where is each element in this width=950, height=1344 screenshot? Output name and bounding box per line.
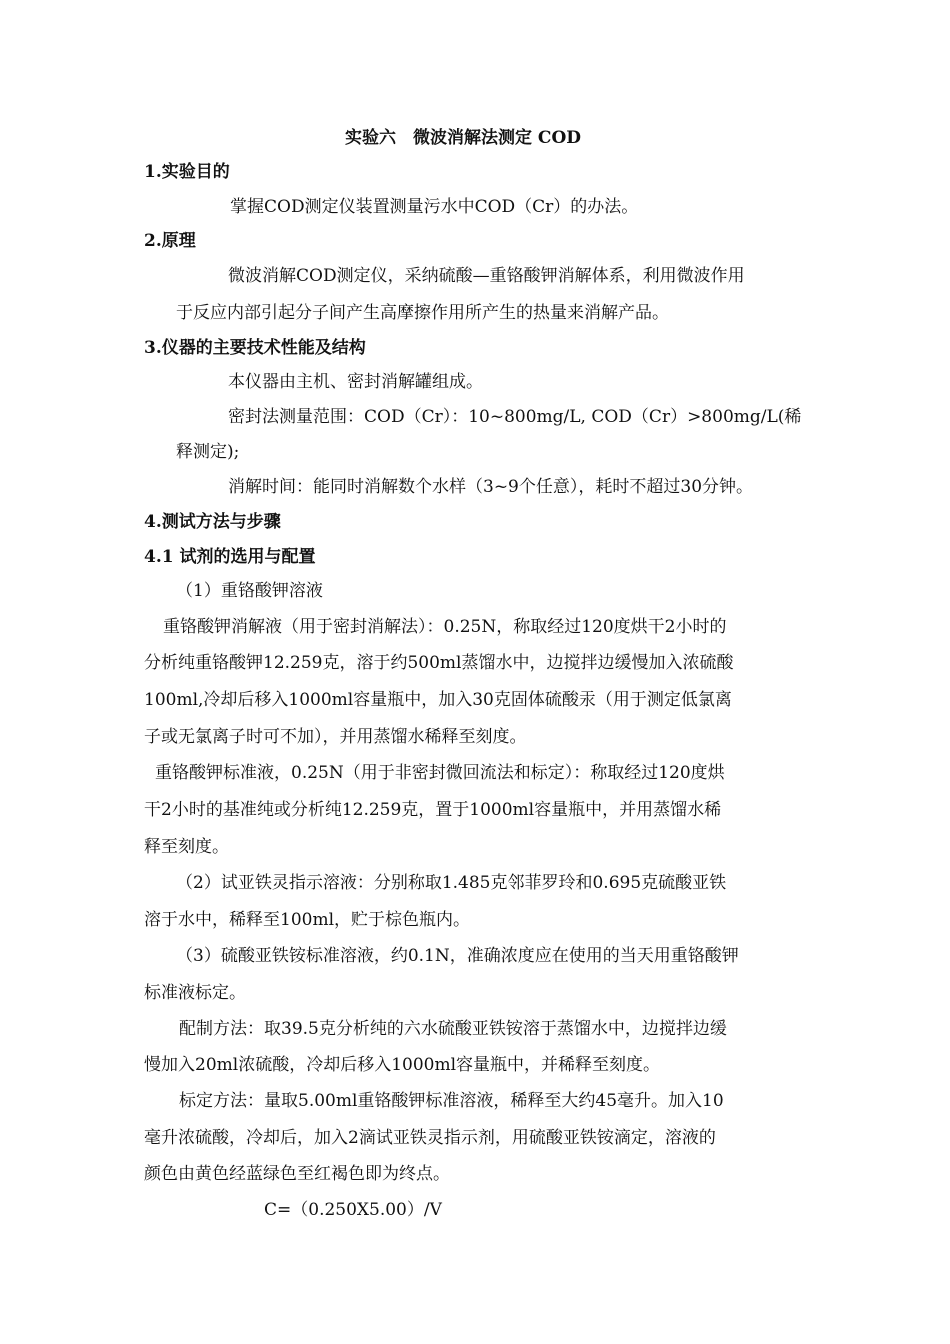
paragraph-line: 密封法测量范围：COD（Cr）：10~800mg/L, COD（Cr）>800mg/L(稀	[228, 407, 802, 427]
formula: C=（0.250X5.00）/V	[264, 1200, 442, 1220]
section-heading-2: 2.原理	[144, 231, 196, 251]
paragraph-line: 标定方法：量取5.00ml重铬酸钾标准溶液，稀释至大约45毫升。加入10	[179, 1091, 724, 1111]
paragraph-line: 重铬酸钾标准液，0.25N（用于非密封微回流法和标定）：称取经过120度烘	[155, 763, 725, 783]
paragraph-line: 颜色由黄色经蓝绿色至红褐色即为终点。	[144, 1164, 450, 1184]
paragraph-line: 释测定);	[176, 442, 240, 462]
paragraph-line: 干2小时的基准纯或分析纯12.259克，置于1000ml容量瓶中，并用蒸馏水稀	[144, 800, 722, 820]
subsection-heading-4-1: 4.1 试剂的选用与配置	[144, 547, 316, 567]
section-heading-4: 4.测试方法与步骤	[144, 512, 281, 532]
paragraph-line: 掌握COD测定仪装置测量污水中COD（Cr）的办法。	[230, 197, 639, 217]
paragraph-line: 分析纯重铬酸钾12.259克，溶于约500ml蒸馏水中，边搅拌边缓慢加入浓硫酸	[144, 653, 734, 673]
paragraph-line: 释至刻度。	[144, 837, 229, 857]
paragraph-line: （3）硫酸亚铁铵标准溶液，约0.1N，准确浓度应在使用的当天用重铬酸钾	[176, 946, 739, 966]
paragraph-line: （2）试亚铁灵指示溶液：分别称取1.485克邻菲罗玲和0.695克硫酸亚铁	[176, 873, 727, 893]
paragraph-line: 子或无氯离子时可不加），并用蒸馏水稀释至刻度。	[144, 727, 527, 747]
paragraph-line: 重铬酸钾消解液（用于密封消解法）：0.25N，称取经过120度烘干2小时的	[163, 617, 727, 637]
reagent-label-1: （1）重铬酸钾溶液	[176, 581, 323, 601]
paragraph-line: 消解时间：能同时消解数个水样（3~9个任意），耗时不超过30分钟。	[228, 477, 754, 497]
paragraph-line: 100ml,冷却后移入1000ml容量瓶中，加入30克固体硫酸汞（用于测定低氯离	[144, 690, 732, 710]
paragraph-line: 毫升浓硫酸，冷却后，加入2滴试亚铁灵指示剂，用硫酸亚铁铵滴定，溶液的	[144, 1128, 716, 1148]
paragraph-line: 本仪器由主机、密封消解罐组成。	[228, 372, 483, 392]
paragraph-line: 标准液标定。	[144, 983, 246, 1003]
section-heading-3: 3.仪器的主要技术性能及结构	[144, 338, 366, 358]
page-title: 实验六 微波消解法测定 COD	[345, 128, 581, 148]
paragraph-line: 微波消解COD测定仪，采纳硫酸—重铬酸钾消解体系，利用微波作用	[228, 266, 745, 286]
section-heading-1: 1.实验目的	[144, 162, 230, 182]
paragraph-line: 溶于水中，稀释至100ml，贮于棕色瓶内。	[144, 910, 471, 930]
paragraph-line: 慢加入20ml浓硫酸，冷却后移入1000ml容量瓶中，并稀释至刻度。	[144, 1055, 661, 1075]
paragraph-line: 于反应内部引起分子间产生高摩擦作用所产生的热量来消解产品。	[176, 303, 669, 323]
paragraph-line: 配制方法：取39.5克分析纯的六水硫酸亚铁铵溶于蒸馏水中，边搅拌边缓	[179, 1019, 727, 1039]
